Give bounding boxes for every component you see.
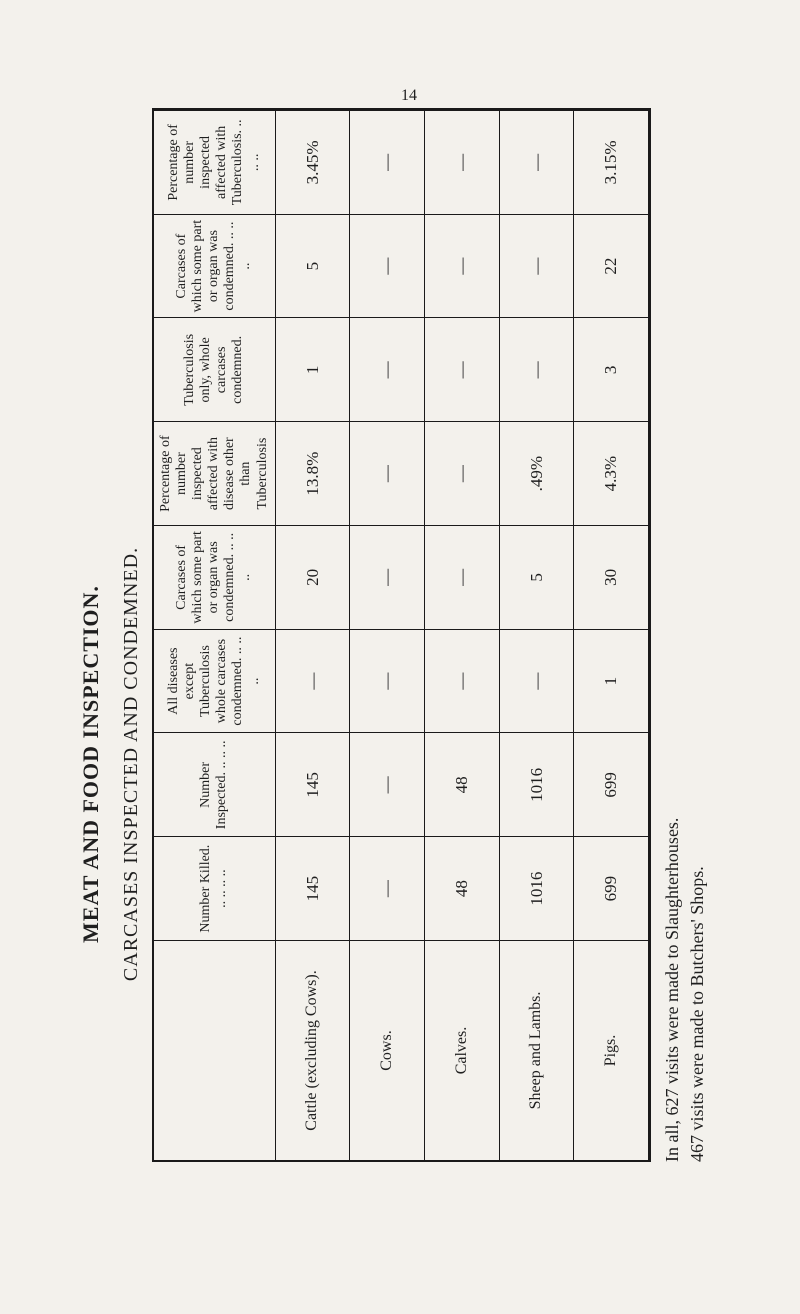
- cell-1-0: —: [350, 836, 425, 940]
- row-label-2: All diseases except Tuberculosis whole carcases condemned. .. .. ..: [154, 629, 276, 733]
- cell-3-1: 1016: [500, 733, 575, 837]
- row-label-7: Percentage of number inspected affected with Tuberculosis. .. .. ..: [154, 110, 276, 214]
- cell-2-0: 48: [425, 836, 500, 940]
- footer-notes: [660, 112, 710, 1162]
- row-label-6: Carcases of which some part or organ was condemned. .. .. ..: [154, 214, 276, 318]
- cell-4-2: 1: [574, 629, 649, 733]
- cell-0-4: 13.8%: [276, 421, 351, 525]
- cell-4-0: 699: [574, 836, 649, 940]
- row-label-4: Percentage of number inspected affected with disease other than Tuberculosis: [154, 421, 276, 525]
- cell-2-2: —: [425, 629, 500, 733]
- cell-2-7: —: [425, 110, 500, 214]
- cell-3-7: —: [500, 110, 575, 214]
- cell-2-6: —: [425, 214, 500, 318]
- cell-3-5: —: [500, 318, 575, 422]
- cell-4-5: 3: [574, 318, 649, 422]
- cell-4-7: 3.15%: [574, 110, 649, 214]
- inspection-table: [152, 108, 651, 1162]
- cell-4-4: 4.3%: [574, 421, 649, 525]
- cell-0-6: 5: [276, 214, 351, 318]
- footer-line-1: In all, 627 visits were made to Slaughterhouses.: [662, 817, 682, 1162]
- cell-1-5: —: [350, 318, 425, 422]
- cell-3-6: —: [500, 214, 575, 318]
- row-label-5: Tuberculosis only, whole carcases condemned.: [154, 318, 276, 422]
- cell-2-4: —: [425, 421, 500, 525]
- category-label-3: Sheep and Lambs.: [500, 940, 575, 1160]
- cell-1-2: —: [350, 629, 425, 733]
- cell-2-5: —: [425, 318, 500, 422]
- page-title: MEAT AND FOOD INSPECTION.: [78, 585, 103, 943]
- cell-0-5: 1: [276, 318, 351, 422]
- cell-1-4: —: [350, 421, 425, 525]
- cell-4-3: 30: [574, 525, 649, 629]
- cell-1-7: —: [350, 110, 425, 214]
- cell-2-3: —: [425, 525, 500, 629]
- row-label-1: Number Inspected. .. .. ..: [154, 733, 276, 837]
- cell-0-3: 20: [276, 525, 351, 629]
- category-label-4: Pigs.: [574, 940, 649, 1160]
- cell-3-4: .49%: [500, 421, 575, 525]
- footer-line-2: 467 visits were made to Butchers' Shops.: [687, 866, 708, 1162]
- table-corner: [154, 940, 276, 1160]
- cell-3-0: 1016: [500, 836, 575, 940]
- cell-0-2: —: [276, 629, 351, 733]
- category-label-1: Cows.: [350, 940, 425, 1160]
- cell-0-7: 3.45%: [276, 110, 351, 214]
- cell-1-3: —: [350, 525, 425, 629]
- page-subtitle: CARCASES INSPECTED AND CONDEMNED.: [120, 546, 142, 982]
- cell-0-1: 145: [276, 733, 351, 837]
- category-label-0: Cattle (excluding Cows).: [276, 940, 351, 1160]
- cell-3-3: 5: [500, 525, 575, 629]
- cell-4-6: 22: [574, 214, 649, 318]
- cell-1-6: —: [350, 214, 425, 318]
- cell-3-2: —: [500, 629, 575, 733]
- row-label-0: Number Killed. .. .. .. ..: [154, 836, 276, 940]
- cell-1-1: —: [350, 733, 425, 837]
- category-label-2: Calves.: [425, 940, 500, 1160]
- cell-0-0: 145: [276, 836, 351, 940]
- cell-4-1: 699: [574, 733, 649, 837]
- cell-2-1: 48: [425, 733, 500, 837]
- page-number: 14: [401, 87, 417, 104]
- row-label-3: Carcases of which some part or organ was condemned. .. .. ..: [154, 525, 276, 629]
